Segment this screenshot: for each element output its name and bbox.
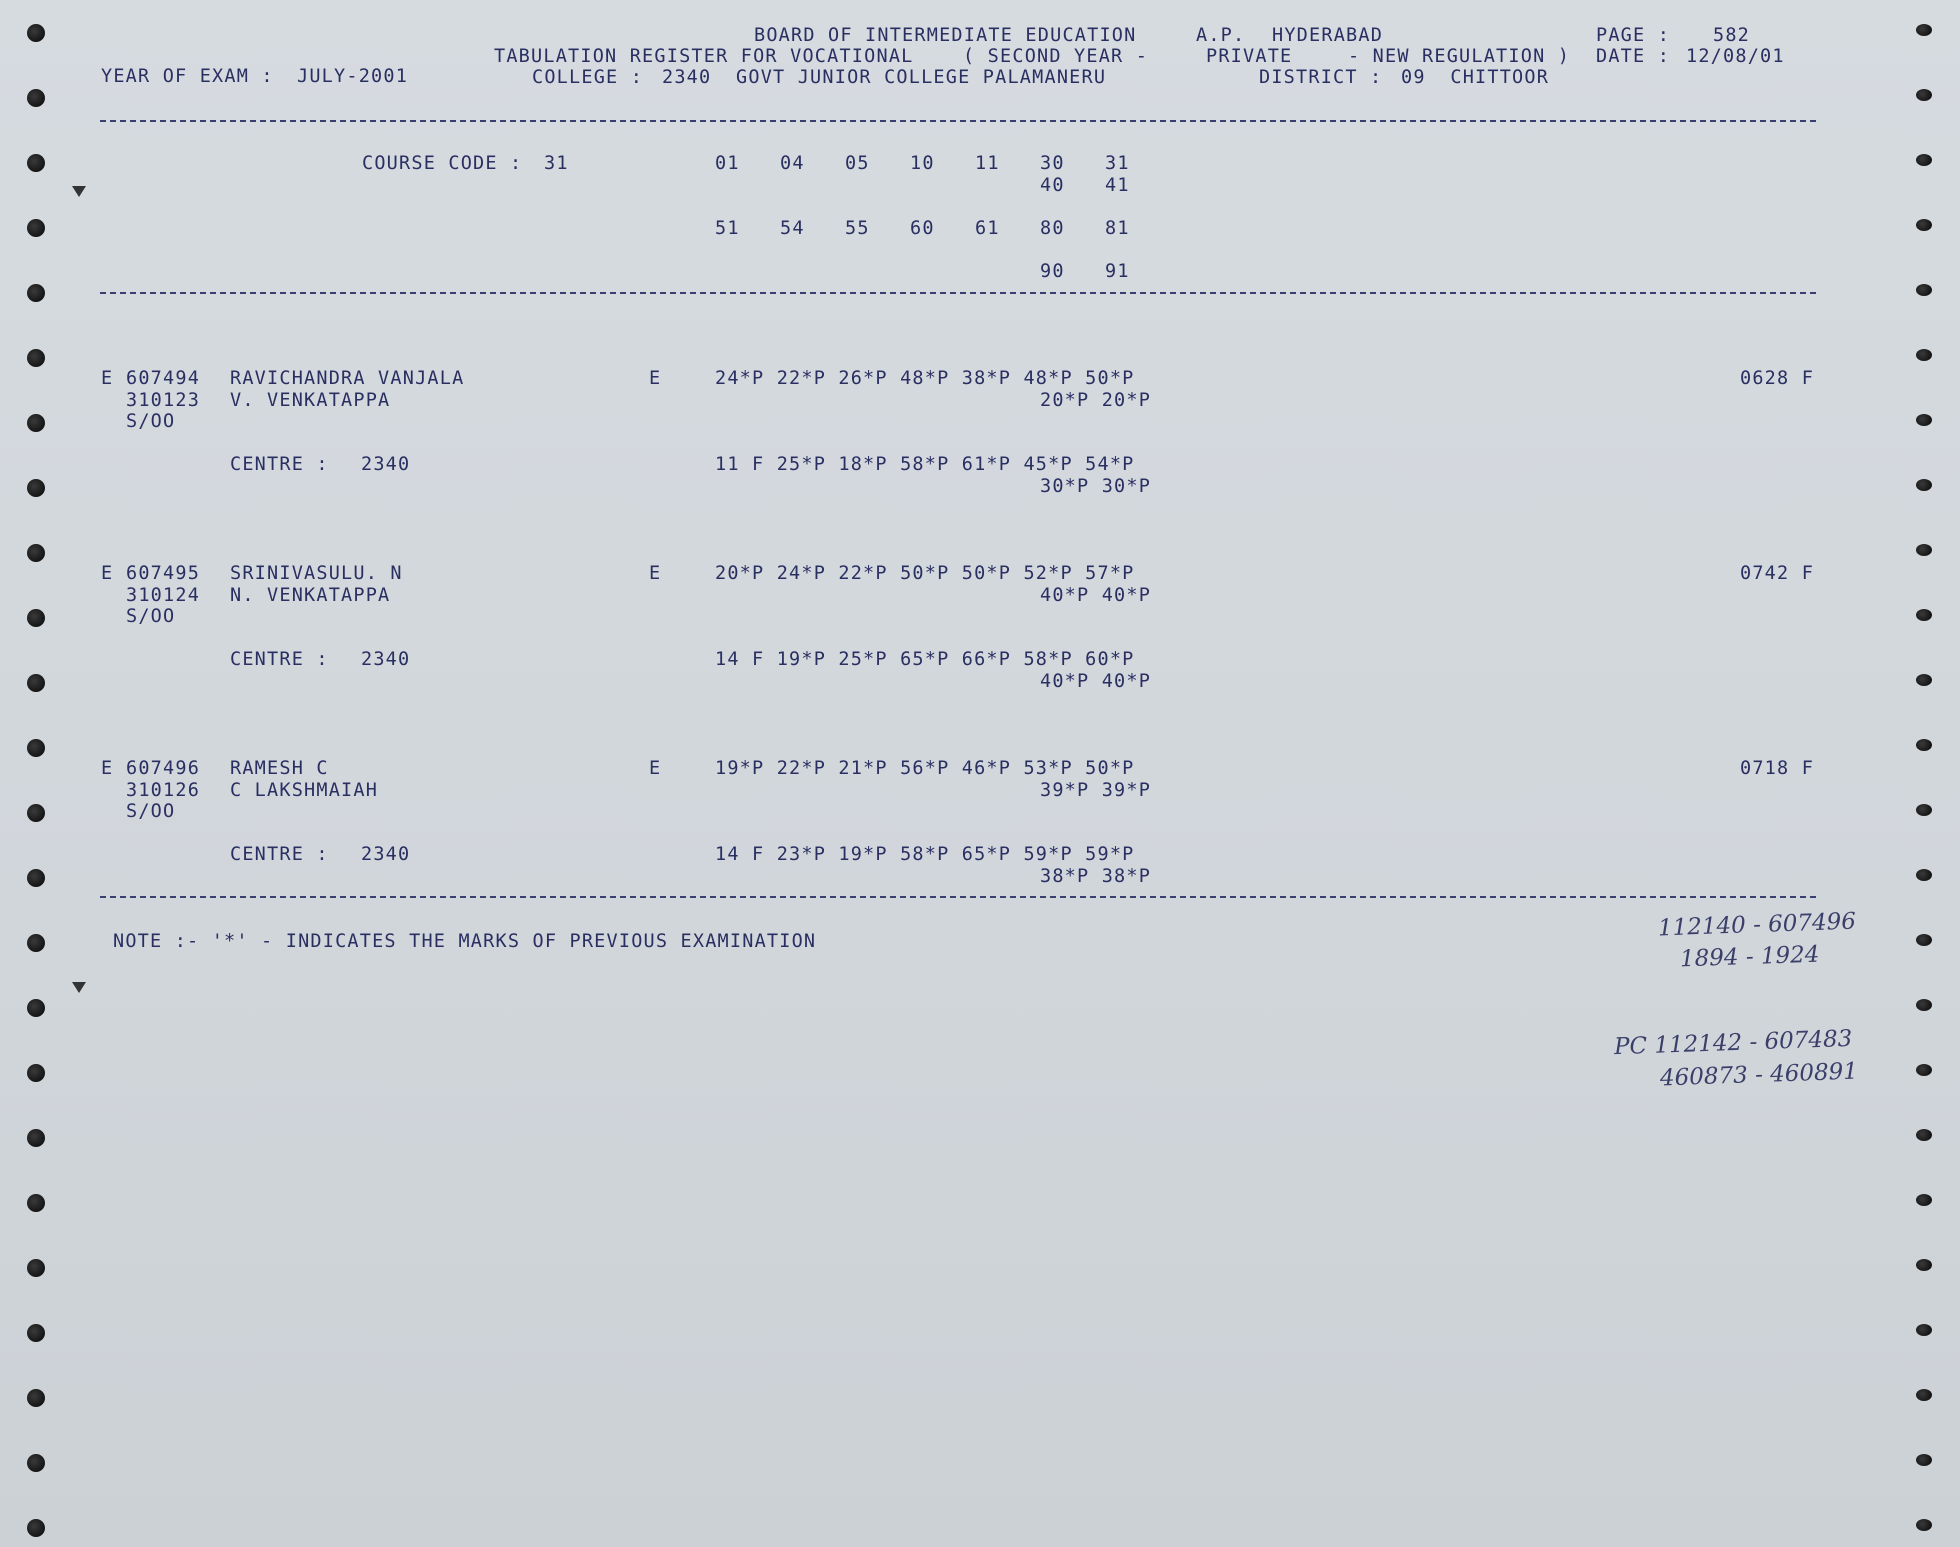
centre-label: CENTRE :	[230, 454, 329, 475]
feed-hole-icon	[1916, 154, 1932, 166]
father-name: V. VENKATAPPA	[230, 390, 391, 411]
marks-line: 20*P 20*P	[1040, 390, 1152, 411]
subject-code: 11	[975, 153, 1000, 174]
feed-hole-icon	[1916, 1519, 1932, 1531]
arrow-mark-icon	[72, 186, 86, 197]
feed-hole-icon	[1916, 804, 1932, 816]
subject-code: 05	[845, 153, 870, 174]
marks-line: 39*P 39*P	[1040, 780, 1152, 801]
arrow-mark-icon	[72, 982, 86, 993]
subject-code: 04	[780, 153, 805, 174]
subject-code: 41	[1105, 175, 1130, 196]
student-prefix: E	[101, 368, 114, 389]
page-label: PAGE :	[1596, 25, 1671, 46]
marks-line: 40*P 40*P	[1040, 585, 1152, 606]
feed-hole-icon	[27, 869, 45, 887]
feed-hole-icon	[27, 1519, 45, 1537]
feed-hole-icon	[1916, 24, 1932, 36]
year-of-exam-label: YEAR OF EXAM :	[101, 66, 274, 87]
total-result: 0628 F	[1740, 368, 1815, 389]
feed-hole-icon	[27, 999, 45, 1017]
relation: S/OO	[126, 606, 176, 627]
feed-hole-icon	[27, 609, 45, 627]
district-label: DISTRICT :	[1259, 67, 1383, 88]
subject-code: 31	[1105, 153, 1130, 174]
centre-label: CENTRE :	[230, 649, 329, 670]
feed-hole-icon	[1916, 1064, 1932, 1076]
feed-hole-icon	[1916, 1129, 1932, 1141]
marks-line: 14 F 19*P 25*P 65*P 66*P 58*P 60*P	[715, 649, 1135, 670]
marks-line: 19*P 22*P 21*P 56*P 46*P 53*P 50*P	[715, 758, 1135, 779]
date: 12/08/01	[1686, 46, 1785, 67]
handwritten-note: 112140 - 607496	[1657, 908, 1857, 942]
centre-label: CENTRE :	[230, 844, 329, 865]
subject-code: 40	[1040, 175, 1065, 196]
left-tractor-strip	[0, 0, 80, 1547]
note: NOTE :- '*' - INDICATES THE MARKS OF PREVIOUS EXAMINATION	[113, 931, 817, 952]
total-result: 0742 F	[1740, 563, 1815, 584]
subject-code: 51	[715, 218, 740, 239]
feed-hole-icon	[1916, 869, 1932, 881]
feed-hole-icon	[27, 804, 45, 822]
feed-hole-icon	[27, 674, 45, 692]
student-code: 310126	[126, 780, 201, 801]
page-number: 582	[1713, 25, 1751, 46]
feed-hole-icon	[1916, 674, 1932, 686]
student-name: RAMESH C	[230, 758, 329, 779]
feed-hole-icon	[27, 349, 45, 367]
student-name: RAVICHANDRA VANJALA	[230, 368, 465, 389]
feed-hole-icon	[1916, 219, 1932, 231]
feed-hole-icon	[1916, 89, 1932, 101]
feed-hole-icon	[27, 1454, 45, 1472]
feed-hole-icon	[27, 934, 45, 952]
district: 09 CHITTOOR	[1401, 67, 1550, 88]
student-code: 310123	[126, 390, 201, 411]
college: 2340 GOVT JUNIOR COLLEGE PALAMANERU	[662, 67, 1107, 88]
divider	[100, 896, 1816, 898]
relation: S/OO	[126, 411, 176, 432]
subject-code: 54	[780, 218, 805, 239]
divider	[100, 120, 1816, 122]
feed-hole-icon	[1916, 1324, 1932, 1336]
total-result: 0718 F	[1740, 758, 1815, 779]
student-prefix: E	[101, 563, 114, 584]
feed-hole-icon	[27, 414, 45, 432]
feed-hole-icon	[27, 154, 45, 172]
divider	[100, 292, 1816, 294]
hall-ticket-number: 607495	[126, 563, 201, 584]
feed-hole-icon	[1916, 1389, 1932, 1401]
feed-hole-icon	[27, 1324, 45, 1342]
feed-hole-icon	[27, 544, 45, 562]
marks-line: 40*P 40*P	[1040, 671, 1152, 692]
handwritten-note: 1894 - 1924	[1679, 941, 1820, 973]
hall-ticket-number: 607494	[126, 368, 201, 389]
feed-hole-icon	[27, 1129, 45, 1147]
subject-code: 30	[1040, 153, 1065, 174]
feed-hole-icon	[1916, 479, 1932, 491]
feed-hole-icon	[1916, 544, 1932, 556]
right-tractor-strip	[1880, 0, 1960, 1547]
marks-line: 38*P 38*P	[1040, 866, 1152, 887]
subject-code: 90	[1040, 261, 1065, 282]
father-name: C LAKSHMAIAH	[230, 780, 379, 801]
marks-line: 11 F 25*P 18*P 58*P 61*P 45*P 54*P	[715, 454, 1135, 475]
feed-hole-icon	[1916, 1259, 1932, 1271]
handwritten-note: PC 112142 - 607483	[1613, 1025, 1853, 1061]
feed-hole-icon	[1916, 1194, 1932, 1206]
feed-hole-icon	[1916, 739, 1932, 751]
feed-hole-icon	[27, 1064, 45, 1082]
board-name: BOARD OF INTERMEDIATE EDUCATION	[754, 25, 1137, 46]
feed-hole-icon	[27, 1194, 45, 1212]
college-label: COLLEGE :	[532, 67, 644, 88]
feed-hole-icon	[1916, 1454, 1932, 1466]
feed-hole-icon	[27, 739, 45, 757]
marks-line: 24*P 22*P 26*P 48*P 38*P 48*P 50*P	[715, 368, 1135, 389]
feed-hole-icon	[27, 1259, 45, 1277]
subject-code: 55	[845, 218, 870, 239]
subject-code: 61	[975, 218, 1000, 239]
medium: E	[649, 368, 662, 389]
student-code: 310124	[126, 585, 201, 606]
centre: 2340	[361, 649, 411, 670]
subject-code: 01	[715, 153, 740, 174]
feed-hole-icon	[27, 284, 45, 302]
feed-hole-icon	[27, 479, 45, 497]
feed-hole-icon	[1916, 934, 1932, 946]
subject-code: 10	[910, 153, 935, 174]
subject-code: 80	[1040, 218, 1065, 239]
medium: E	[649, 563, 662, 584]
father-name: N. VENKATAPPA	[230, 585, 391, 606]
course-code-label: COURSE CODE :	[362, 153, 523, 174]
feed-hole-icon	[1916, 999, 1932, 1011]
marks-line: 20*P 24*P 22*P 50*P 50*P 52*P 57*P	[715, 563, 1135, 584]
subject-code: 60	[910, 218, 935, 239]
medium: E	[649, 758, 662, 779]
date-label: DATE :	[1596, 46, 1671, 67]
regulation: - NEW REGULATION )	[1348, 46, 1571, 67]
state: A.P.	[1196, 25, 1246, 46]
feed-hole-icon	[1916, 609, 1932, 621]
feed-hole-icon	[27, 89, 45, 107]
year-part: ( SECOND YEAR -	[963, 46, 1149, 67]
centre: 2340	[361, 454, 411, 475]
subject-code: 81	[1105, 218, 1130, 239]
year-of-exam: JULY-2001	[297, 66, 409, 87]
subject-code: 91	[1105, 261, 1130, 282]
feed-hole-icon	[1916, 349, 1932, 361]
feed-hole-icon	[27, 24, 45, 42]
centre: 2340	[361, 844, 411, 865]
hall-ticket-number: 607496	[126, 758, 201, 779]
feed-hole-icon	[27, 1389, 45, 1407]
city: HYDERABAD	[1272, 25, 1384, 46]
feed-hole-icon	[1916, 284, 1932, 296]
relation: S/OO	[126, 801, 176, 822]
course-code: 31	[544, 153, 569, 174]
student-prefix: E	[101, 758, 114, 779]
feed-hole-icon	[1916, 414, 1932, 426]
student-name: SRINIVASULU. N	[230, 563, 403, 584]
marks-line: 30*P 30*P	[1040, 476, 1152, 497]
feed-hole-icon	[27, 219, 45, 237]
handwritten-note: 460873 - 460891	[1659, 1058, 1859, 1092]
category: PRIVATE	[1206, 46, 1293, 67]
marks-line: 14 F 23*P 19*P 58*P 65*P 59*P 59*P	[715, 844, 1135, 865]
register-title: TABULATION REGISTER FOR VOCATIONAL	[494, 46, 914, 67]
